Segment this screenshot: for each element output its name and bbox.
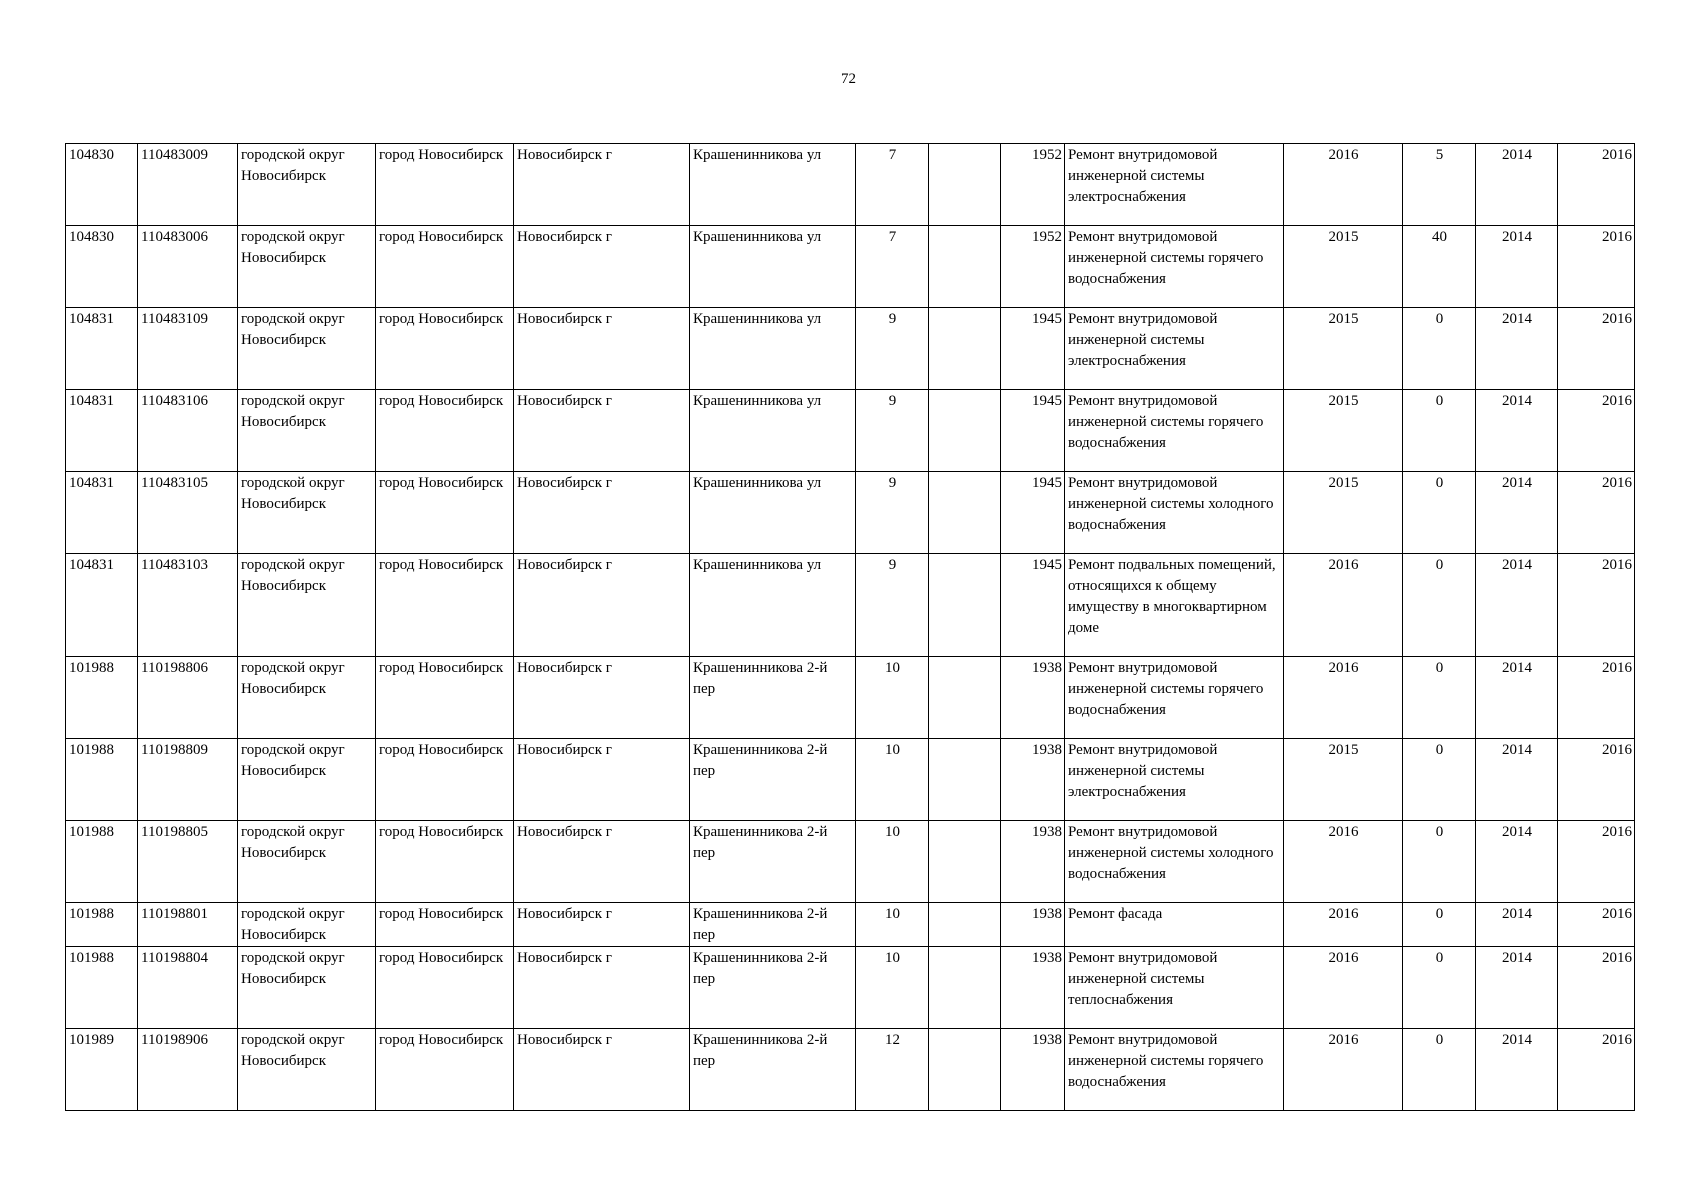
- wear-cell: 0: [1403, 1029, 1476, 1111]
- period-start-cell: 2014: [1476, 947, 1558, 1029]
- built-year-cell: 1938: [1001, 657, 1065, 739]
- district-cell: городской округ Новосибирск: [238, 308, 376, 390]
- street-cell: Крашенинникова ул: [690, 308, 856, 390]
- wear-cell: 0: [1403, 821, 1476, 903]
- built-year-cell: 1938: [1001, 821, 1065, 903]
- period-start-cell: 2014: [1476, 390, 1558, 472]
- plan-year-cell: 2016: [1284, 1029, 1403, 1111]
- built-year-cell: 1945: [1001, 472, 1065, 554]
- street-cell: Крашенинникова 2-й пер: [690, 657, 856, 739]
- street-cell: Крашенинникова ул: [690, 554, 856, 657]
- house-number-cell: 10: [856, 739, 929, 821]
- municipality-cell: город Новосибирск: [376, 390, 514, 472]
- work-type-cell: Ремонт внутридомовой инженерной системы холодного водоснабжения: [1065, 472, 1284, 554]
- house-number-cell: 10: [856, 821, 929, 903]
- municipality-cell: город Новосибирск: [376, 821, 514, 903]
- street-cell: Крашенинникова 2-й пер: [690, 1029, 856, 1111]
- plan-year-cell: 2016: [1284, 554, 1403, 657]
- house-id-cell: 104831: [66, 472, 138, 554]
- district-cell: городской округ Новосибирск: [238, 554, 376, 657]
- element-id-cell: 110198805: [138, 821, 238, 903]
- building-cell: [929, 390, 1001, 472]
- building-cell: [929, 144, 1001, 226]
- built-year-cell: 1938: [1001, 903, 1065, 947]
- element-id-cell: 110483006: [138, 226, 238, 308]
- house-number-cell: 9: [856, 390, 929, 472]
- period-end-cell: 2016: [1558, 554, 1635, 657]
- table-row: [66, 947, 1635, 1029]
- house-number-cell: 10: [856, 657, 929, 739]
- period-end-cell: 2016: [1558, 390, 1635, 472]
- table-row: [66, 144, 1635, 226]
- district-cell: городской округ Новосибирск: [238, 947, 376, 1029]
- work-type-cell: Ремонт подвальных помещений, относящихся к общему имуществу в многоквартирном доме: [1065, 554, 1284, 657]
- wear-cell: 0: [1403, 390, 1476, 472]
- district-cell: городской округ Новосибирск: [238, 226, 376, 308]
- built-year-cell: 1938: [1001, 739, 1065, 821]
- house-id-cell: 101989: [66, 1029, 138, 1111]
- element-id-cell: 110198809: [138, 739, 238, 821]
- plan-year-cell: 2015: [1284, 308, 1403, 390]
- built-year-cell: 1945: [1001, 554, 1065, 657]
- plan-year-cell: 2015: [1284, 472, 1403, 554]
- municipality-cell: город Новосибирск: [376, 739, 514, 821]
- element-id-cell: 110483009: [138, 144, 238, 226]
- street-cell: Крашенинникова ул: [690, 226, 856, 308]
- plan-year-cell: 2015: [1284, 390, 1403, 472]
- street-cell: Крашенинникова ул: [690, 390, 856, 472]
- city-cell: Новосибирск г: [514, 657, 690, 739]
- period-end-cell: 2016: [1558, 903, 1635, 947]
- period-start-cell: 2014: [1476, 308, 1558, 390]
- municipality-cell: город Новосибирск: [376, 308, 514, 390]
- period-start-cell: 2014: [1476, 554, 1558, 657]
- period-start-cell: 2014: [1476, 903, 1558, 947]
- district-cell: городской округ Новосибирск: [238, 903, 376, 947]
- work-type-cell: Ремонт внутридомовой инженерной системы горячего водоснабжения: [1065, 1029, 1284, 1111]
- district-cell: городской округ Новосибирск: [238, 1029, 376, 1111]
- wear-cell: 0: [1403, 947, 1476, 1029]
- municipality-cell: город Новосибирск: [376, 947, 514, 1029]
- built-year-cell: 1952: [1001, 144, 1065, 226]
- work-type-cell: Ремонт внутридомовой инженерной системы горячего водоснабжения: [1065, 657, 1284, 739]
- city-cell: Новосибирск г: [514, 226, 690, 308]
- plan-year-cell: 2016: [1284, 821, 1403, 903]
- street-cell: Крашенинникова 2-й пер: [690, 947, 856, 1029]
- period-end-cell: 2016: [1558, 657, 1635, 739]
- table-row: [66, 1029, 1635, 1111]
- built-year-cell: 1945: [1001, 308, 1065, 390]
- work-type-cell: Ремонт фасада: [1065, 903, 1284, 947]
- period-start-cell: 2014: [1476, 472, 1558, 554]
- work-type-cell: Ремонт внутридомовой инженерной системы горячего водоснабжения: [1065, 226, 1284, 308]
- street-cell: Крашенинникова 2-й пер: [690, 821, 856, 903]
- building-cell: [929, 226, 1001, 308]
- period-end-cell: 2016: [1558, 739, 1635, 821]
- city-cell: Новосибирск г: [514, 1029, 690, 1111]
- building-cell: [929, 947, 1001, 1029]
- house-id-cell: 104831: [66, 390, 138, 472]
- house-number-cell: 12: [856, 1029, 929, 1111]
- municipality-cell: город Новосибирск: [376, 554, 514, 657]
- page-number: 72: [841, 71, 856, 87]
- period-start-cell: 2014: [1476, 821, 1558, 903]
- period-end-cell: 2016: [1558, 1029, 1635, 1111]
- house-id-cell: 101988: [66, 947, 138, 1029]
- house-id-cell: 101988: [66, 821, 138, 903]
- city-cell: Новосибирск г: [514, 739, 690, 821]
- built-year-cell: 1938: [1001, 1029, 1065, 1111]
- house-number-cell: 9: [856, 554, 929, 657]
- city-cell: Новосибирск г: [514, 821, 690, 903]
- district-cell: городской округ Новосибирск: [238, 657, 376, 739]
- house-number-cell: 10: [856, 947, 929, 1029]
- table-row: [66, 554, 1635, 657]
- city-cell: Новосибирск г: [514, 947, 690, 1029]
- house-id-cell: 104830: [66, 144, 138, 226]
- wear-cell: 5: [1403, 144, 1476, 226]
- plan-year-cell: 2015: [1284, 739, 1403, 821]
- building-cell: [929, 472, 1001, 554]
- element-id-cell: 110198806: [138, 657, 238, 739]
- street-cell: Крашенинникова 2-й пер: [690, 739, 856, 821]
- district-cell: городской округ Новосибирск: [238, 739, 376, 821]
- built-year-cell: 1952: [1001, 226, 1065, 308]
- table-row: [66, 308, 1635, 390]
- wear-cell: 0: [1403, 472, 1476, 554]
- plan-year-cell: 2016: [1284, 144, 1403, 226]
- period-start-cell: 2014: [1476, 739, 1558, 821]
- house-number-cell: 10: [856, 903, 929, 947]
- plan-year-cell: 2016: [1284, 657, 1403, 739]
- building-cell: [929, 821, 1001, 903]
- city-cell: Новосибирск г: [514, 903, 690, 947]
- house-number-cell: 7: [856, 144, 929, 226]
- municipality-cell: город Новосибирск: [376, 226, 514, 308]
- wear-cell: 0: [1403, 308, 1476, 390]
- work-type-cell: Ремонт внутридомовой инженерной системы теплоснабжения: [1065, 947, 1284, 1029]
- street-cell: Крашенинникова ул: [690, 472, 856, 554]
- period-end-cell: 2016: [1558, 472, 1635, 554]
- element-id-cell: 110198804: [138, 947, 238, 1029]
- period-end-cell: 2016: [1558, 308, 1635, 390]
- city-cell: Новосибирск г: [514, 554, 690, 657]
- municipality-cell: город Новосибирск: [376, 144, 514, 226]
- work-type-cell: Ремонт внутридомовой инженерной системы холодного водоснабжения: [1065, 821, 1284, 903]
- house-id-cell: 101988: [66, 657, 138, 739]
- wear-cell: 0: [1403, 554, 1476, 657]
- district-cell: городской округ Новосибирск: [238, 821, 376, 903]
- work-type-cell: Ремонт внутридомовой инженерной системы электроснабжения: [1065, 144, 1284, 226]
- building-cell: [929, 739, 1001, 821]
- district-cell: городской округ Новосибирск: [238, 472, 376, 554]
- element-id-cell: 110483109: [138, 308, 238, 390]
- period-start-cell: 2014: [1476, 226, 1558, 308]
- built-year-cell: 1938: [1001, 947, 1065, 1029]
- table-row: [66, 903, 1635, 947]
- district-cell: городской округ Новосибирск: [238, 144, 376, 226]
- work-type-cell: Ремонт внутридомовой инженерной системы электроснабжения: [1065, 308, 1284, 390]
- city-cell: Новосибирск г: [514, 390, 690, 472]
- building-cell: [929, 1029, 1001, 1111]
- city-cell: Новосибирск г: [514, 144, 690, 226]
- building-cell: [929, 308, 1001, 390]
- built-year-cell: 1945: [1001, 390, 1065, 472]
- city-cell: Новосибирск г: [514, 308, 690, 390]
- wear-cell: 0: [1403, 903, 1476, 947]
- street-cell: Крашенинникова 2-й пер: [690, 903, 856, 947]
- table-row: [66, 657, 1635, 739]
- work-type-cell: Ремонт внутридомовой инженерной системы электроснабжения: [1065, 739, 1284, 821]
- wear-cell: 0: [1403, 739, 1476, 821]
- element-id-cell: 110198906: [138, 1029, 238, 1111]
- table-row: [66, 821, 1635, 903]
- house-id-cell: 104830: [66, 226, 138, 308]
- city-cell: Новосибирск г: [514, 472, 690, 554]
- table-row: [66, 472, 1635, 554]
- building-cell: [929, 657, 1001, 739]
- period-end-cell: 2016: [1558, 821, 1635, 903]
- element-id-cell: 110483105: [138, 472, 238, 554]
- wear-cell: 0: [1403, 657, 1476, 739]
- period-end-cell: 2016: [1558, 947, 1635, 1029]
- municipality-cell: город Новосибирск: [376, 472, 514, 554]
- house-id-cell: 104831: [66, 308, 138, 390]
- house-id-cell: 101988: [66, 903, 138, 947]
- table-row: [66, 226, 1635, 308]
- period-end-cell: 2016: [1558, 144, 1635, 226]
- building-cell: [929, 903, 1001, 947]
- period-start-cell: 2014: [1476, 657, 1558, 739]
- municipality-cell: город Новосибирск: [376, 903, 514, 947]
- district-cell: городской округ Новосибирск: [238, 390, 376, 472]
- period-end-cell: 2016: [1558, 226, 1635, 308]
- element-id-cell: 110483103: [138, 554, 238, 657]
- element-id-cell: 110483106: [138, 390, 238, 472]
- plan-year-cell: 2015: [1284, 226, 1403, 308]
- period-start-cell: 2014: [1476, 1029, 1558, 1111]
- capital-repair-table: [65, 143, 1635, 1111]
- period-start-cell: 2014: [1476, 144, 1558, 226]
- table-row: [66, 739, 1635, 821]
- plan-year-cell: 2016: [1284, 947, 1403, 1029]
- element-id-cell: 110198801: [138, 903, 238, 947]
- municipality-cell: город Новосибирск: [376, 1029, 514, 1111]
- house-number-cell: 7: [856, 226, 929, 308]
- municipality-cell: город Новосибирск: [376, 657, 514, 739]
- house-number-cell: 9: [856, 472, 929, 554]
- house-id-cell: 104831: [66, 554, 138, 657]
- work-type-cell: Ремонт внутридомовой инженерной системы горячего водоснабжения: [1065, 390, 1284, 472]
- plan-year-cell: 2016: [1284, 903, 1403, 947]
- table-row: [66, 390, 1635, 472]
- house-id-cell: 101988: [66, 739, 138, 821]
- house-number-cell: 9: [856, 308, 929, 390]
- wear-cell: 40: [1403, 226, 1476, 308]
- street-cell: Крашенинникова ул: [690, 144, 856, 226]
- building-cell: [929, 554, 1001, 657]
